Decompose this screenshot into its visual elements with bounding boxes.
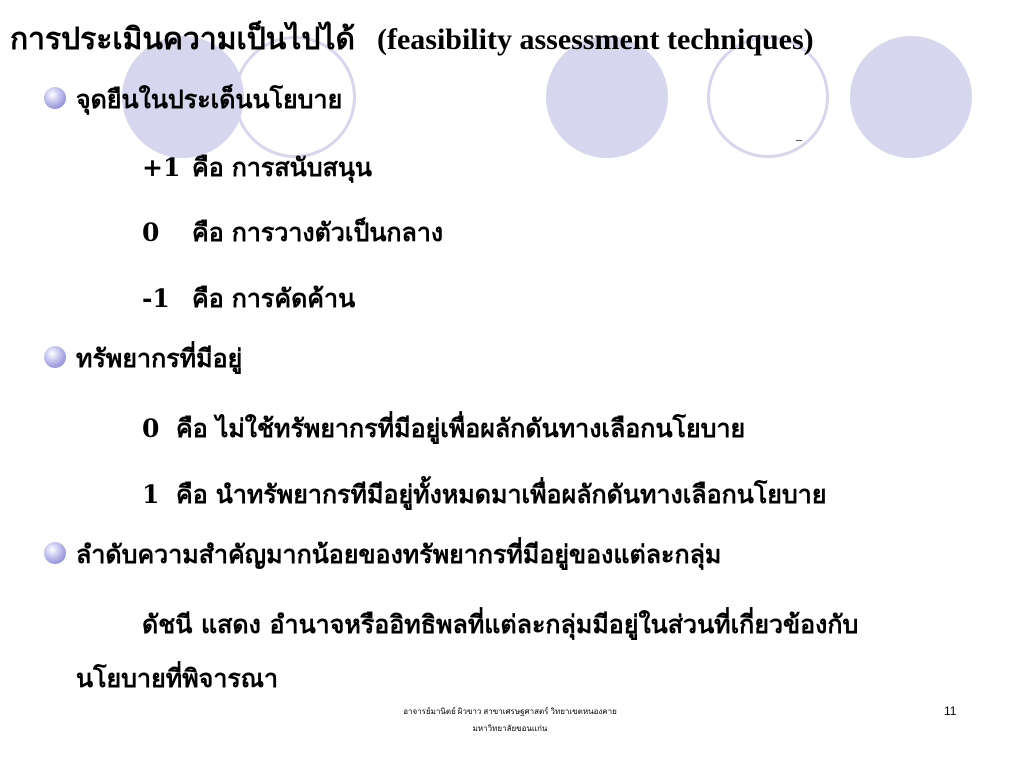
item-word: คือ	[192, 284, 224, 313]
list-item	[142, 411, 745, 447]
paragraph-line: ดัชนี แสดง อำนาจหรืออิทธิพลที่แต่ละกลุ่มมีอยู่ในส่วนที่เกี่ยวข้องกับ	[142, 610, 859, 639]
item-text: ไม่ใช้ทรัพยากรที่มีอยู่เพื่อผลักดันทางเลือกนโยบาย	[215, 414, 746, 443]
item-word: คือ	[176, 414, 208, 443]
item-text: นำทรัพยากรทีมีอยู่ทั้งหมดมาเพื่อผลักดันทางเลือกนโยบาย	[215, 480, 827, 509]
paragraph-line: นโยบายที่พิจารณา	[76, 664, 279, 693]
decorative-dash	[796, 140, 802, 141]
item-value: -1	[142, 284, 170, 313]
section-heading: ลำดับความสำคัญมากน้อยของทรัพยากรที่มีอยู่ของแต่ละกลุ่ม	[76, 540, 722, 569]
item-value: 1	[142, 480, 160, 509]
item-word: คือ	[176, 480, 208, 509]
title-english: (feasibility assessment techniques)	[376, 23, 814, 56]
item-value: 0	[142, 218, 160, 247]
bullet-icon	[44, 346, 66, 368]
item-text: การสนับสนุน	[231, 153, 373, 182]
item-word: คือ	[192, 218, 224, 247]
list-item	[142, 477, 826, 513]
section-heading: จุดยืนในประเด็นนโยบาย	[76, 85, 343, 114]
section-heading: ทรัพยากรที่มีอยู่	[76, 344, 243, 373]
title-thai: การประเมินความเป็นไปได้	[10, 22, 355, 57]
footer-line: มหาวิทยาลัยขอนแก่น	[472, 724, 548, 733]
footer-line: อาจารย์มานิตย์ ผิวขาว สาขาเศรษฐศาสตร์ วิทยาเขตหนองคาย	[403, 707, 617, 716]
bullet-icon	[44, 87, 66, 109]
bullet-icon	[44, 542, 66, 564]
list-item	[142, 215, 443, 251]
list-item	[142, 150, 372, 186]
item-text: การคัดค้าน	[231, 284, 356, 313]
item-value: 0	[142, 414, 160, 443]
list-item	[142, 281, 355, 317]
item-text: การวางตัวเป็นกลาง	[231, 218, 444, 247]
page-number: 11	[944, 704, 957, 718]
slide-title	[10, 18, 1015, 62]
item-word: คือ	[192, 153, 224, 182]
item-value: +1	[142, 153, 181, 182]
